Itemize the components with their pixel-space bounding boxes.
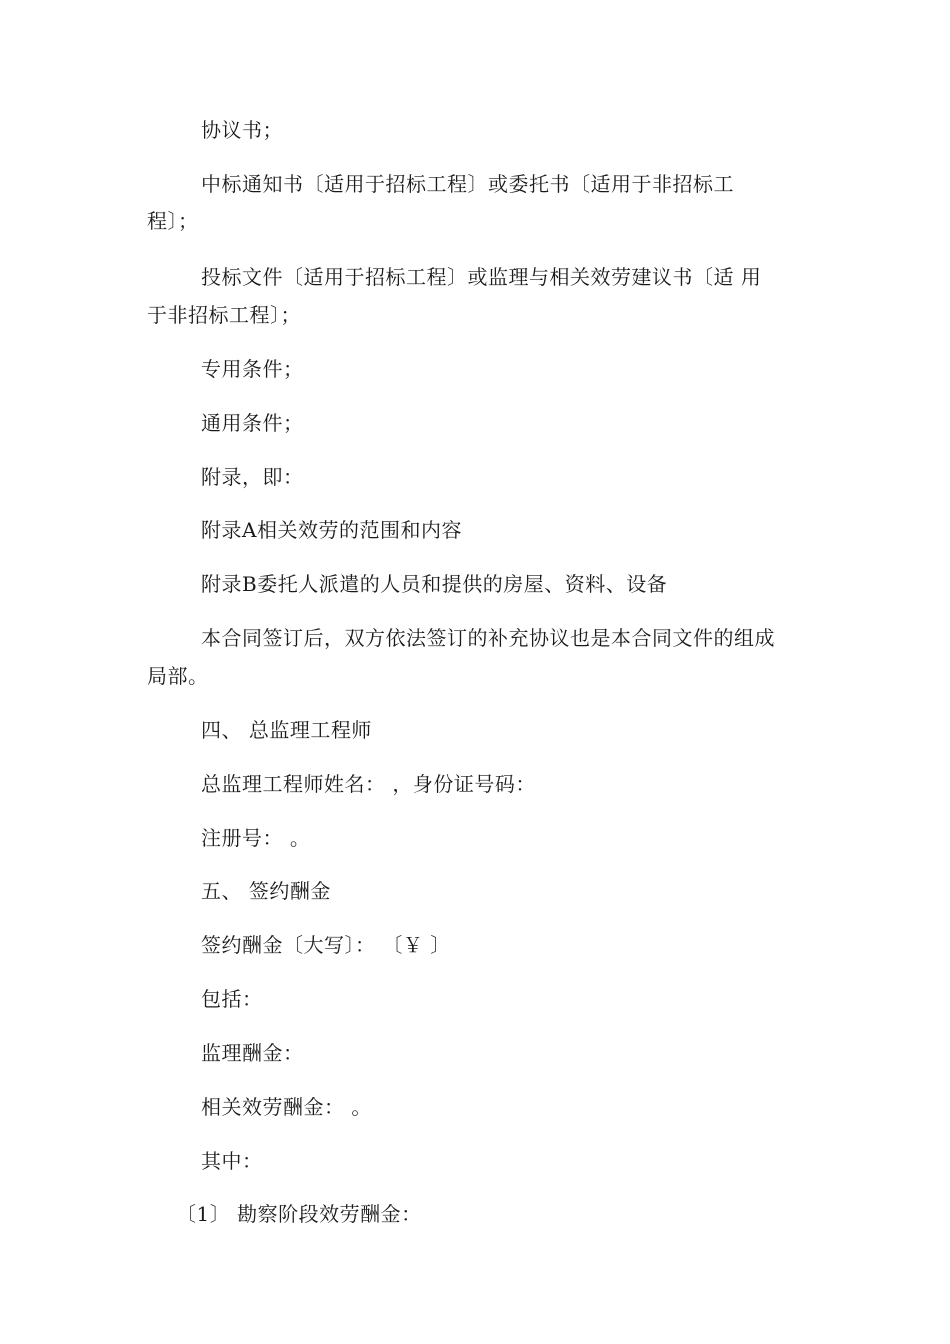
text-line-supplement-cont: 局部。 — [147, 664, 209, 688]
text-line-special-conditions: 专用条件； — [201, 357, 304, 381]
text-line-appendix: 附录，即： — [201, 465, 304, 489]
text-line-engineer-name: 总监理工程师姓名： ，身份证号码： — [201, 772, 536, 796]
text-line-bid-documents: 投标文件〔适用于招标工程〕或监理与相关效劳建议书〔适 用 — [201, 265, 762, 289]
text-line-registration-number: 注册号： 。 — [201, 826, 311, 850]
text-line-bid-notice: 中标通知书〔适用于招标工程〕或委托书〔适用于非招标工 — [201, 172, 734, 196]
text-line-bid-notice-cont: 程〕； — [147, 209, 199, 233]
section-heading-chief-engineer: 四、 总监理工程师 — [201, 718, 372, 742]
list-item-survey-fee: 〔1〕 勘察阶段效劳酬金： — [176, 1202, 422, 1226]
text-line-fee-amount: 签约酬金〔大写〕： 〔￥ 〕 — [201, 933, 451, 957]
text-line-agreement: 协议书； — [201, 118, 283, 142]
text-line-includes: 包括： — [201, 987, 263, 1011]
text-line-appendix-a: 附录A相关效劳的范围和内容 — [201, 518, 462, 542]
text-line-among-which: 其中： — [201, 1149, 263, 1173]
text-line-supervision-fee: 监理酬金： — [201, 1041, 304, 1065]
text-line-general-conditions: 通用条件； — [201, 411, 304, 435]
text-line-appendix-b: 附录B委托人派遣的人员和提供的房屋、资料、设备 — [201, 572, 668, 596]
text-line-supplement: 本合同签订后，双方依法签订的补充协议也是本合同文件的组成 — [201, 626, 775, 650]
text-line-related-services-fee: 相关效劳酬金： 。 — [201, 1095, 372, 1119]
text-line-bid-documents-cont: 于非招标工程〕； — [147, 303, 301, 327]
section-heading-contract-fee: 五、 签约酬金 — [201, 879, 331, 903]
